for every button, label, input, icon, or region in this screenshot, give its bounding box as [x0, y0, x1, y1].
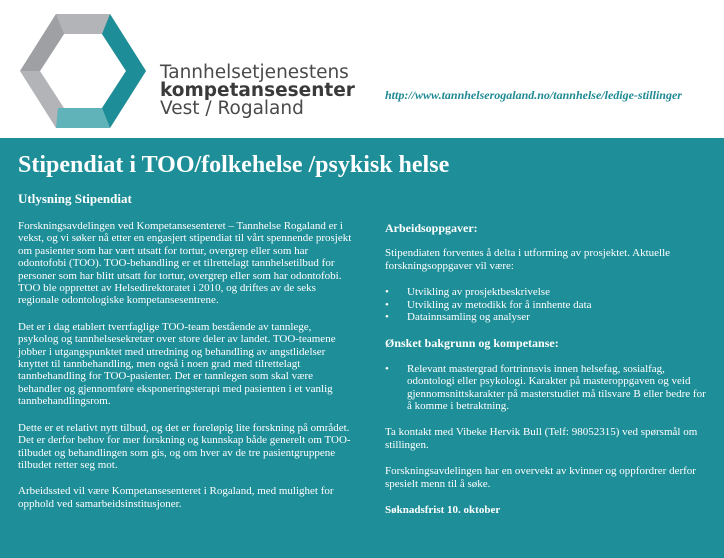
- header: [0, 0, 724, 138]
- org-name-line-1: Tannhelsetjenestens: [160, 62, 349, 83]
- bullet-icon: •: [385, 286, 389, 299]
- announcement-panel: [0, 138, 724, 558]
- list-item: • Utvikling av prosjektbeskrivelse: [385, 286, 550, 299]
- team-paragraph: Det er i dag etablert tverrfaglige TOO-team bestående av tannlege, psykolog og tannhelsesekretær over store deler av landet. TOO-teamene jobber i utgangspunktet med utredning og behandling av angstlidelser knyttet til tannbehandling, men også i noen grad med tilrettelagt tannbehandling for TOO-pasienter. Det er tannlegen som skal være behandler og gjennomføre eksponeringsterapi med pasienten i et vanlig tannbehandlingsrom.: [18, 320, 336, 408]
- bullet-icon: •: [385, 311, 389, 324]
- org-name-line-2: kompetansesenter: [160, 80, 355, 101]
- tasks-intro: Stipendiaten forventes å delta i utforming av prosjektet. Aktuelle forskningsoppgaver vil være:: [385, 247, 671, 272]
- background-list: [385, 363, 707, 413]
- diversity-note: Forskningsavdelingen har en overvekt av kvinner og oppfordrer derfor spesielt menn til å søke.: [385, 465, 696, 490]
- right-column: [385, 222, 707, 531]
- bullet-icon: •: [385, 298, 389, 311]
- hexagon-logo-icon: [18, 12, 148, 130]
- org-name-line-3: Vest / Rogaland: [160, 98, 304, 119]
- list-item: • Datainnsamling og analyser: [385, 311, 530, 324]
- list-item: • Utvikling av metodikk for å innhente data: [385, 298, 592, 311]
- organization-name: [160, 64, 355, 118]
- section-subheading: Utlysning Stipendiat: [18, 191, 132, 206]
- intro-paragraph: Forskningsavdelingen ved Kompetansesenteret – Tannhelse Rogaland er i vekst, og vi søker nå etter en engasjert stipendiat til vårt spennende prosjekt om pasienter som har vært utsatt for tortur, overgrep eller som har odontofobi (TOO). TOO-behandling er et tilrettelagt tannhelsetilbud for personer som har blitt utsatt for tortur, overgrep eller som har odontofobi. TOO ble opprettet av Helsedirektoratet i 2010, og driftes av de seks regionale odontologiske kompetansesentrene.: [18, 220, 352, 307]
- research-need-paragraph: Dette er et relativt nytt tilbud, og det er foreløpig lite forskning på området. Det er derfor behov for mer forskning og kunnskap både generelt om TOO-tilbudet og behandlingen som gis, og om hver av de tre pasientgruppene tilbudet retter seg mot.: [18, 421, 351, 471]
- job-listings-link[interactable]: http://www.tannhelserogaland.no/tannhelse/ledige-stillinger: [385, 88, 682, 102]
- tasks-list: [385, 286, 707, 323]
- left-column: [18, 191, 353, 524]
- page-title: Stipendiat i TOO/folkehelse /psykisk helse: [18, 152, 450, 178]
- bullet-icon: •: [385, 362, 389, 375]
- contact-paragraph: Ta kontakt med Vibeke Hervik Bull (Telf: 98052315) ved spørsmål om stillingen.: [385, 426, 698, 451]
- background-heading: Ønsket bakgrunn og kompetanse:: [385, 336, 559, 351]
- workplace-paragraph: Arbeidssted vil være Kompetansesenteret i Rogaland, med mulighet for opphold ved samarbeidsinstitusjoner.: [18, 485, 334, 510]
- tasks-heading: Arbeidsoppgaver:: [385, 221, 478, 235]
- list-item: • Relevant mastergrad fortrinnsvis innen helsefag, sosialfag, odontologi eller psykologi. Karakter på masteroppgaven og veid gjennomsnittskarakter på masterstudiet må tilsvare B eller bedre for å komme i betraktning.: [385, 362, 706, 413]
- application-deadline: Søknadsfrist 10. oktober: [385, 504, 501, 517]
